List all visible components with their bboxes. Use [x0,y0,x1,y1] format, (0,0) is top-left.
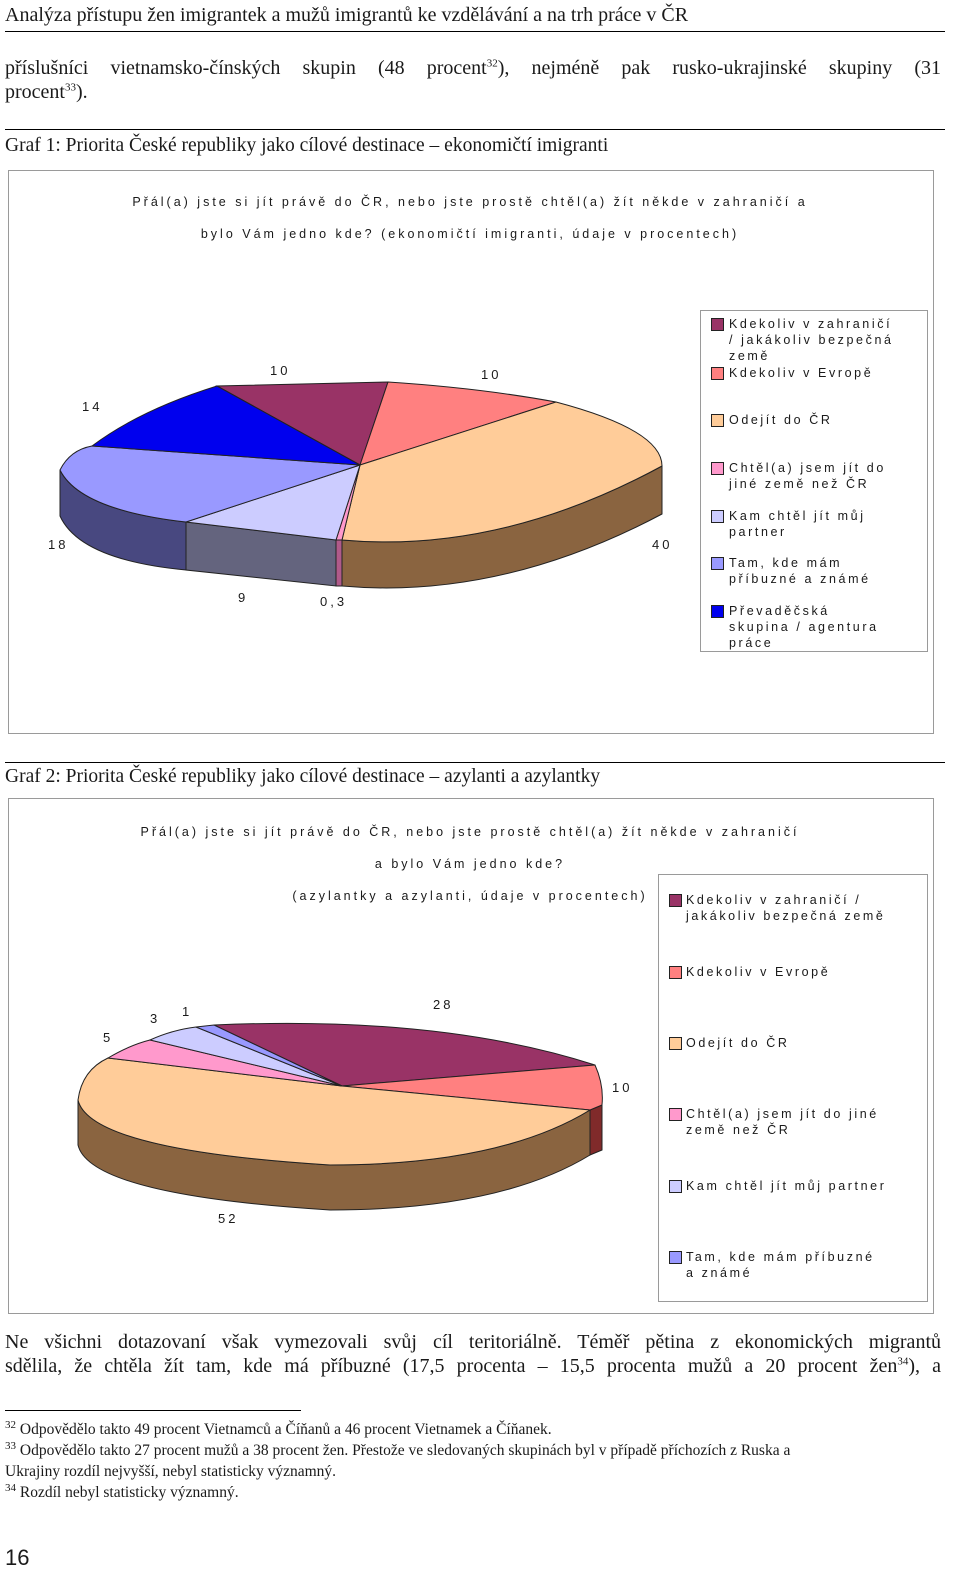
body-line-2: sdělila, že chtěla žít tam, kde má příbuzné (17,5 procenta – 15,5 procenta mužů a 20 procent žen$^{34}$), a [5,1355,941,1377]
graph2-chart-title: Přál(a) jste si jít právě do ČR, nebo jste prostě chtěl(a) žít někde v zahraničí a bylo Vám jedno kde? (azylantky a azylanti, údaje v procentech) [140,825,800,903]
legend1-item-1: Kdekoliv v Evropě [729,366,874,380]
graph2-heading: Graf 2: Priorita České republiky jako cílové destinace – azylanti a azylantky [5,766,601,787]
pie1-label-odejit-cr: 40 [652,537,673,552]
footnote-32: $^{32}$ Odpovědělo takto 49 procent Vietnamců a Číňanů a 46 procent Vietnamek a Číňanek. [5,1418,552,1438]
footnote-ref-32[interactable]: 32 [486,57,498,70]
intro-line-1: příslušníci vietnamsko-čínských skupin (48 procent$^{32}$), nejméně pak rusko-ukrajinské skupiny (31 [5,57,942,79]
legend1-item-5: Tam, kde mám příbuzné a známé [729,556,871,586]
pie2-label-evropa: 10 [612,1080,633,1095]
legend2-item-3: Chtěl(a) jsem jít do jiné země než ČR [686,1107,879,1137]
legend1-item-2: Odejít do ČR [729,413,833,427]
footnote-ref-33[interactable]: 33 [64,81,76,94]
legend2-swatch-0 [669,894,682,907]
pie1-label-pribuzni: 18 [48,537,69,552]
pie1-label-evropa: 10 [481,367,502,382]
legend2-swatch-2 [669,1037,682,1050]
body-line-1: Ne všichni dotazovaní však vymezovali svůj cíl teritoriálně. Téměř pětina z ekonomických migrantů [5,1331,941,1353]
legend2-item-1: Kdekoliv v Evropě [686,965,831,979]
legend2-swatch-4 [669,1180,682,1193]
footnote-33: $^{33}$ Odpovědělo takto 27 procent mužů a 38 procent žen. Přestože ve sledovaných skupinách byl v případě příchozích z Ruska a [5,1439,791,1459]
legend2-swatch-1 [669,966,682,979]
footnote-rule [5,1410,301,1411]
legend2-swatch-3 [669,1108,682,1121]
legend1-item-6: Převaděčská skupina / agentura práce [729,604,879,650]
graph1-heading: Graf 1: Priorita České republiky jako cílové destinace – ekonomičtí imigranti [5,135,609,156]
legend1-item-3: Chtěl(a) jsem jít do jiné země než ČR [729,461,886,491]
pie2-label-zahranici: 28 [433,997,454,1012]
pie1-label-zahranici: 10 [270,363,291,378]
legend2-item-0: Kdekoliv v zahraničí / jakákoliv bezpečná země [686,893,886,923]
legend2-item-5: Tam, kde mám příbuzné a známé [686,1250,875,1280]
legend2-swatch-5 [669,1251,682,1264]
pie1-label-partner: 9 [238,590,249,605]
running-header: Analýza přístupu žen imigrantek a mužů imigrantů ke vzdělávání a na trh práce v ČR [5,4,689,26]
pie2-label-partner: 3 [150,1011,161,1026]
legend2-item-4: Kam chtěl jít můj partner [686,1179,887,1193]
legend2-item-2: Odejít do ČR [686,1036,790,1050]
pie1-label-pevadeci: 14 [82,399,103,414]
graph2-legend [658,874,928,1302]
footnote-34: $^{34}$ Rozdíl nebyl statisticky významný. [5,1481,239,1501]
graph1-chart-title: Přál(a) jste si jít právě do ČR, nebo jste prostě chtěl(a) žít někde v zahraničí a bylo Vám jedno kde? (ekonomičtí imigranti, údaje v procentech) [132,195,808,241]
legend1-item-0: Kdekoliv v zahraničí / jakákoliv bezpečná země [729,317,894,363]
legend1-item-4: Kam chtěl jít můj partner [729,509,866,539]
pie2-side-evropa [590,1105,602,1155]
pie1-label-jina-zeme: 0,3 [320,594,348,609]
intro-line-2: procent$^{33}$). [5,81,88,103]
pie2-label-pribuzni: 1 [182,1004,193,1019]
footnote-33-cont: Ukrajiny rozdíl nejvyšší, nebyl statisticky významný. [5,1463,337,1480]
page-number: 16 [5,1545,30,1570]
footnote-ref-34[interactable]: 34 [897,1355,909,1368]
pie2-label-odejit-cr: 52 [218,1211,239,1226]
pie2-label-jina-zeme: 5 [103,1030,114,1045]
